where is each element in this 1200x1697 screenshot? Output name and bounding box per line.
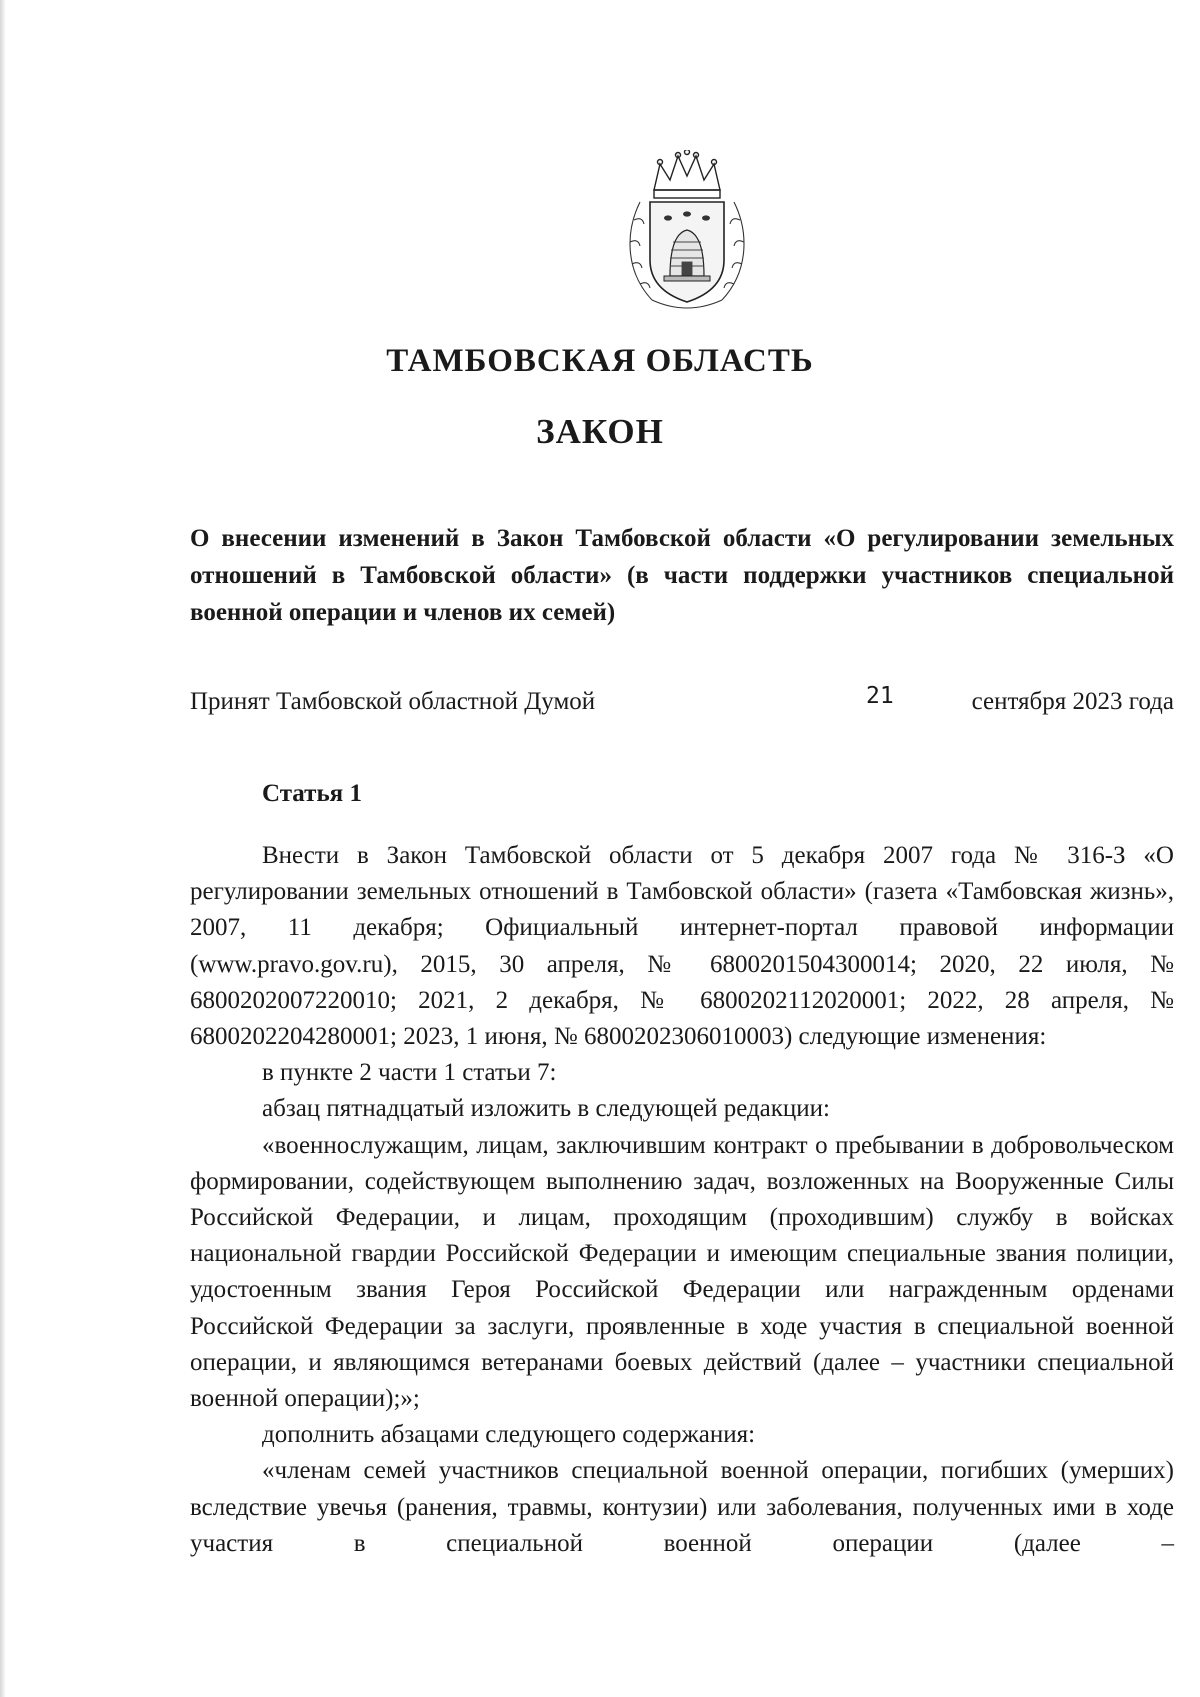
article-body	[190, 838, 1174, 1562]
adoption-day: 21	[866, 683, 894, 709]
article-paragraph: абзац пятнадцатый изложить в следующей редакции:	[262, 1095, 831, 1123]
article-paragraph: дополнить абзацами следующего содержания:	[262, 1421, 756, 1449]
article-paragraph: «членам семей участников специальной военной операции, погибших (умерших) вследствие увечья (ранения, травмы, контузии) или заболевания, полученных ими в ходе участия в специальной военной операции (далее –	[190, 1457, 1174, 1557]
article-heading: Статья 1	[262, 780, 362, 807]
article-paragraph: в пункте 2 части 1 статьи 7:	[262, 1059, 557, 1087]
region-title: ТАМБОВСКАЯ ОБЛАСТЬ	[386, 343, 814, 379]
document-type-title: ЗАКОН	[536, 412, 664, 451]
adoption-line	[190, 683, 1174, 720]
article-paragraph: Внести в Закон Тамбовской области от 5 декабря 2007 года № 316-З «О регулировании земельных отношений в Тамбовской области» (газета «Тамбовская жизнь», 2007, 11 декабря; Официальный интернет-портал правовой информации (www.pravo.gov.ru), 2015, 30 апреля, № 6800201504300014; 2020, 22 июля, № 6800202007220010; 2021, 2 декабря, № 6800202112020001; 2022, 28 апреля, № 6800202204280001; 2023, 1 июня, № 6800202306010003) следующие изменения:	[190, 842, 1174, 1051]
tambov-coat-of-arms-icon	[612, 150, 762, 320]
scan-edge	[0, 0, 6, 1697]
law-subject: О внесении изменений в Закон Тамбовской области «О регулировании земельных отношений в Тамбовской области» (в части поддержки участников специальной военной операции и членов их семей)	[190, 525, 1174, 626]
adoption-label: Принят Тамбовской областной Думой	[190, 688, 596, 715]
article-paragraph: «военнослужащим, лицам, заключившим контракт о пребывании в добровольческом формировании, содействующем выполнению задач, возложенных на Вооруженные Силы Российской Федерации, и лицам, проходящим (проходившим) службу в войсках национальной гвардии Российской Федерации и имеющим специальные звания полиции, удостоенным звания Героя Российской Федерации или награжденным орденами Российской Федерации за заслуги, проявленные в ходе участия в специальной военной операции, и являющимся ветеранами боевых действий (далее – участники специальной военной операции);»;	[190, 1131, 1174, 1413]
adoption-date: сентября 2023 года	[971, 688, 1174, 715]
